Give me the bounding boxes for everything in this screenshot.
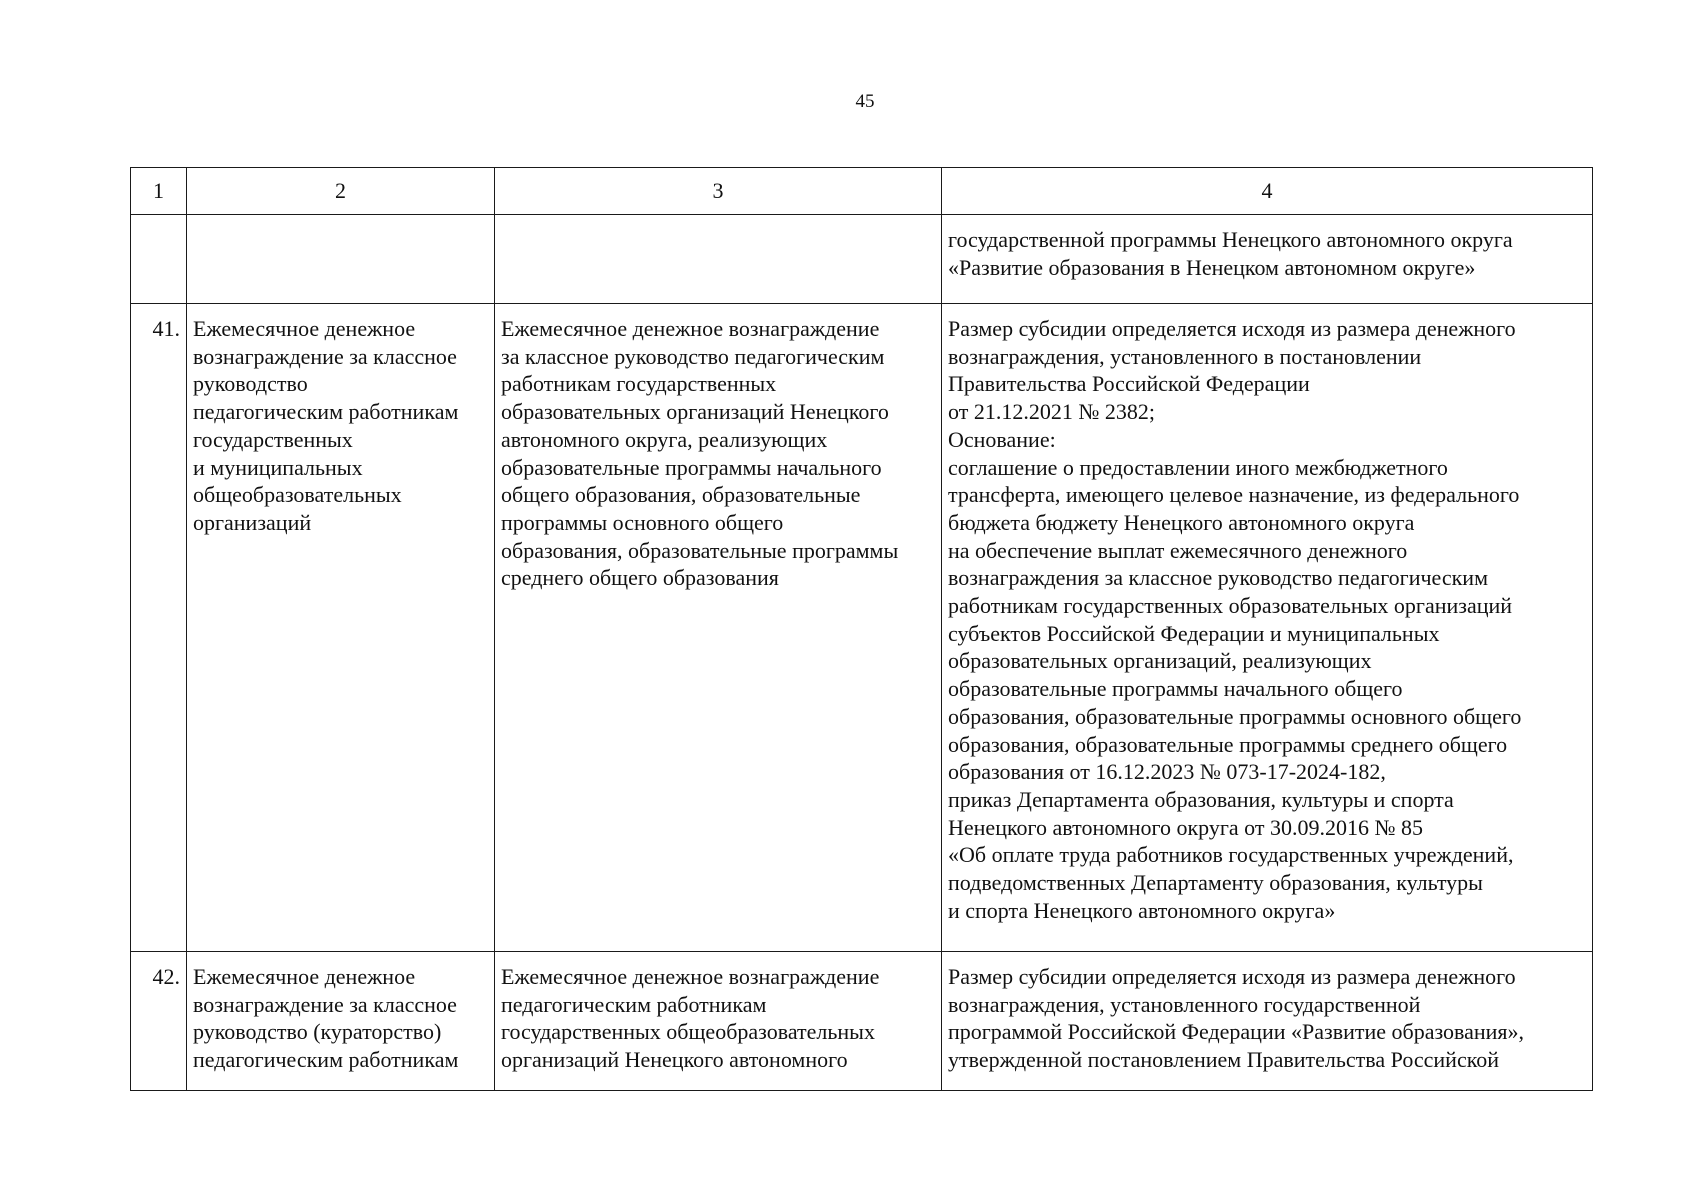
text-line: от 21.12.2021 № 2382; — [948, 399, 1155, 425]
text-line: педагогическим работникам — [193, 399, 459, 425]
row-41-payment-name — [187, 304, 495, 952]
text-line: и муниципальных — [193, 454, 363, 480]
row-42-payment-description — [495, 952, 942, 1091]
row-number: 42. — [131, 952, 187, 1091]
text-line: Ежемесячное денежное — [193, 316, 416, 341]
text-line: общеобразовательных — [193, 482, 402, 508]
text-line: руководство (кураторство) — [193, 1019, 442, 1045]
document-table — [130, 167, 1593, 1091]
text-line: Ненецкого автономного округа от 30.09.2016 № 85 — [948, 814, 1423, 840]
text-line: среднего общего образования — [501, 565, 779, 591]
row-continuation-col3 — [495, 215, 942, 304]
text-line: педагогическим работникам — [501, 991, 767, 1017]
text-line: соглашение о предоставлении иного межбюджетного — [948, 454, 1448, 480]
text-line: автономного округа, реализующих — [501, 426, 828, 452]
text-line: образовательные программы начального — [501, 454, 882, 480]
header-col-1: 1 — [131, 168, 187, 215]
text-line: Ежемесячное денежное вознаграждение — [501, 964, 880, 989]
text-line: государственных общеобразовательных — [501, 1019, 875, 1045]
text-line: образовательные программы начального общего — [948, 676, 1403, 702]
text-line: бюджета бюджету Ненецкого автономного округа — [948, 509, 1415, 535]
text-line: государственных — [193, 426, 353, 452]
text-line: общего образования, образовательные — [501, 482, 861, 508]
text-line: Ежемесячное денежное — [193, 964, 416, 989]
text-line: образовательных организаций Ненецкого — [501, 399, 889, 425]
text-line: Основание: — [948, 426, 1056, 452]
text-line: Размер субсидии определяется исходя из размера денежного — [948, 316, 1516, 341]
text-line: Размер субсидии определяется исходя из размера денежного — [948, 964, 1516, 989]
text-line: приказ Департамента образования, культуры и спорта — [948, 786, 1454, 812]
table-row-continuation — [131, 215, 1593, 304]
text-line: работникам государственных образовательных организаций — [948, 593, 1513, 619]
row-number — [131, 215, 187, 304]
header-col-3: 3 — [495, 168, 942, 215]
text-line: образования, образовательные программы среднего общего — [948, 731, 1508, 757]
header-col-2: 2 — [187, 168, 495, 215]
text-line: и спорта Ненецкого автономного округа» — [948, 897, 1336, 923]
row-42-payment-name — [187, 952, 495, 1091]
text-line: вознаграждение за классное — [193, 343, 457, 369]
text-line: работникам государственных — [501, 371, 777, 397]
text-line: образования, образовательные программы основного общего — [948, 703, 1522, 729]
text-line: за классное руководство педагогическим — [501, 343, 885, 369]
text-line: вознаграждения, установленного государственной — [948, 991, 1421, 1017]
row-41-basis — [942, 304, 1593, 952]
text-line: вознаграждения, установленного в постановлении — [948, 343, 1422, 369]
text-line: руководство — [193, 371, 308, 397]
row-continuation-col2 — [187, 215, 495, 304]
text-line: на обеспечение выплат ежемесячного денежного — [948, 537, 1408, 563]
text-line: «Об оплате труда работников государственных учреждений, — [948, 842, 1514, 868]
header-col-4: 4 — [942, 168, 1593, 215]
text-line: организаций — [193, 509, 312, 535]
text-line: образования, образовательные программы — [501, 537, 899, 563]
text-line: субъектов Российской Федерации и муниципальных — [948, 620, 1440, 646]
text-line: программой Российской Федерации «Развитие образования», — [948, 1019, 1525, 1045]
text-line: организаций Ненецкого автономного — [501, 1047, 848, 1073]
text-line: «Развитие образования в Ненецком автономном округе» — [948, 254, 1476, 280]
text-line: трансферта, имеющего целевое назначение, из федерального — [948, 482, 1520, 508]
row-42-basis — [942, 952, 1593, 1091]
row-number: 41. — [131, 304, 187, 952]
text-line: утвержденной постановлением Правительства Российской — [948, 1047, 1500, 1073]
text-line: педагогическим работникам — [193, 1047, 459, 1073]
text-line: образования от 16.12.2023 № 073-17-2024-182, — [948, 759, 1386, 785]
text-line: Ежемесячное денежное вознаграждение — [501, 316, 880, 341]
text-line: вознаграждения за классное руководство педагогическим — [948, 565, 1488, 591]
page-number: 45 — [855, 91, 875, 112]
row-41-payment-description — [495, 304, 942, 952]
text-line: вознаграждение за классное — [193, 991, 457, 1017]
table-row-41 — [131, 304, 1593, 952]
text-line: государственной программы Ненецкого автономного округа — [948, 227, 1513, 252]
table-row-42 — [131, 952, 1593, 1091]
text-line: Правительства Российской Федерации — [948, 371, 1310, 397]
text-line: образовательных организаций, реализующих — [948, 648, 1372, 674]
table-header-row — [131, 168, 1593, 215]
text-line: подведомственных Департаменту образования, культуры — [948, 870, 1483, 896]
row-continuation-col4 — [942, 215, 1593, 304]
text-line: программы основного общего — [501, 509, 784, 535]
